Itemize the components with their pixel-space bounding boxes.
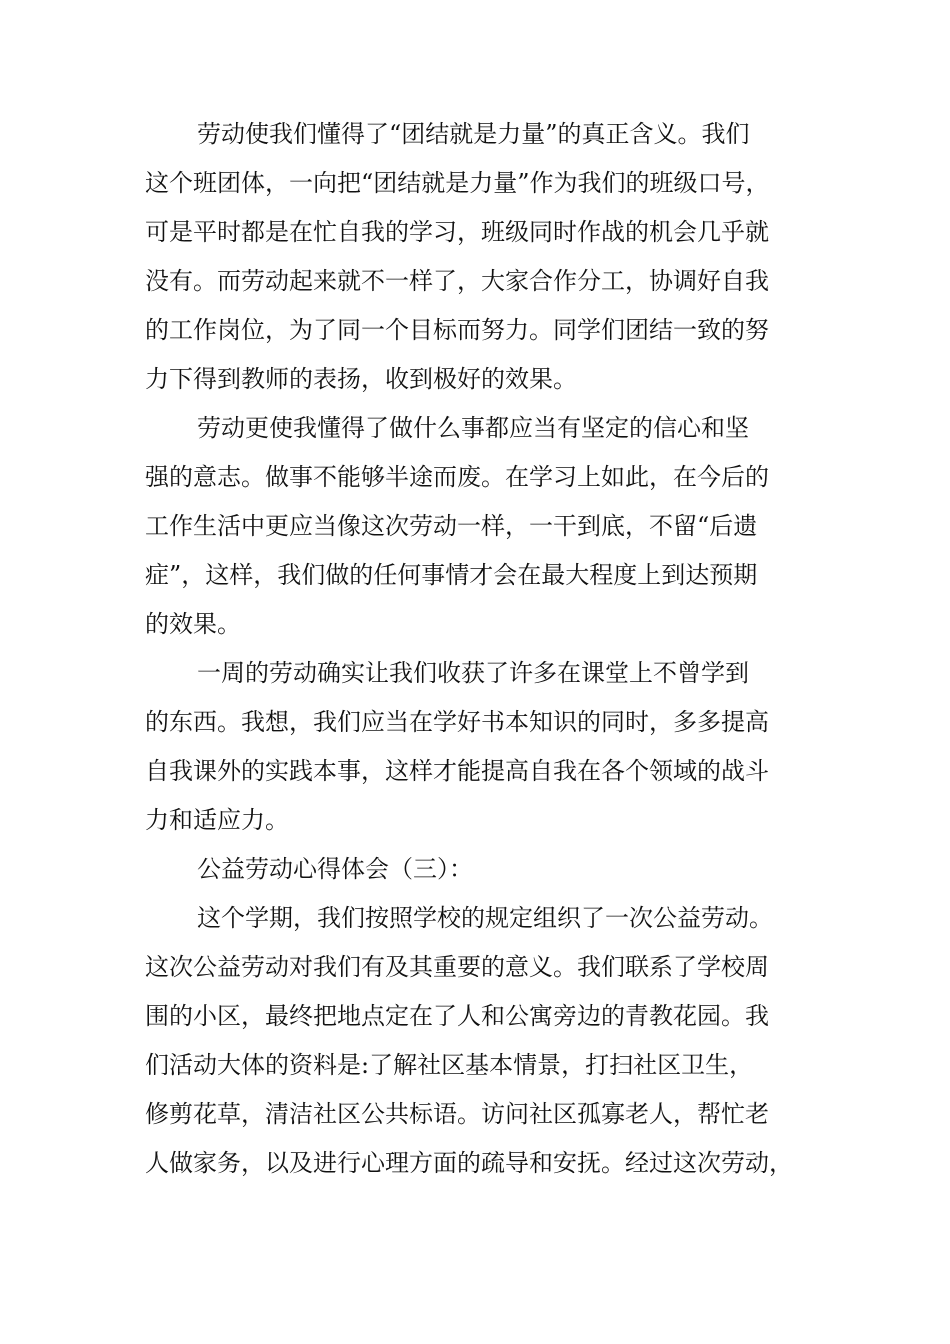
text-line: 这个班团体，一向把“团结就是力量”作为我们的班级口号，	[145, 169, 770, 197]
text-line: 工作生活中更应当像这次劳动一样，一干到底，不留“后遗	[145, 512, 758, 540]
text-line: 症”，这样，我们做的任何事情才会在最大程度上到达预期	[145, 561, 758, 589]
text-line: 这个学期，我们按照学校的规定组织了一次公益劳动。	[197, 904, 773, 932]
text-line: 的工作岗位，为了同一个目标而努力。同学们团结一致的努	[145, 316, 769, 344]
text-line: 围的小区，最终把地点定在了人和公寓旁边的青教花园。我	[145, 1002, 769, 1030]
document-body	[145, 110, 835, 1188]
text-line: 这次公益劳动对我们有及其重要的意义。我们联系了学校周	[145, 953, 769, 981]
text-line: 修剪花草，清洁社区公共标语。访问社区孤寡老人，帮忙老	[145, 1100, 769, 1128]
text-line: 力和适应力。	[145, 806, 289, 834]
text-line: 劳动使我们懂得了“团结就是力量”的真正含义。我们	[197, 120, 750, 148]
text-line: 力下得到教师的表扬，收到极好的效果。	[145, 365, 577, 393]
text-line: 自我课外的实践本事，这样才能提高自我在各个领域的战斗	[145, 757, 769, 785]
text-line: 劳动更使我懂得了做什么事都应当有坚定的信心和坚	[197, 414, 749, 442]
text-line: 的东西。我想，我们应当在学好书本知识的同时，多多提高	[145, 708, 769, 736]
text-line: 强的意志。做事不能够半途而废。在学习上如此，在今后的	[145, 463, 769, 491]
text-line: 的效果。	[145, 610, 241, 638]
section-heading: 公益劳动心得体会（三）：	[197, 855, 473, 883]
text-line: 们活动大体的资料是:了解社区基本情景，打扫社区卫生，	[145, 1051, 754, 1079]
text-line: 一周的劳动确实让我们收获了许多在课堂上不曾学到	[197, 659, 749, 687]
text-line: 人做家务，以及进行心理方面的疏导和安抚。经过这次劳动，	[145, 1149, 793, 1177]
text-line: 没有。而劳动起来就不一样了，大家合作分工，协调好自我	[145, 267, 769, 295]
text-line: 可是平时都是在忙自我的学习，班级同时作战的机会几乎就	[145, 218, 769, 246]
